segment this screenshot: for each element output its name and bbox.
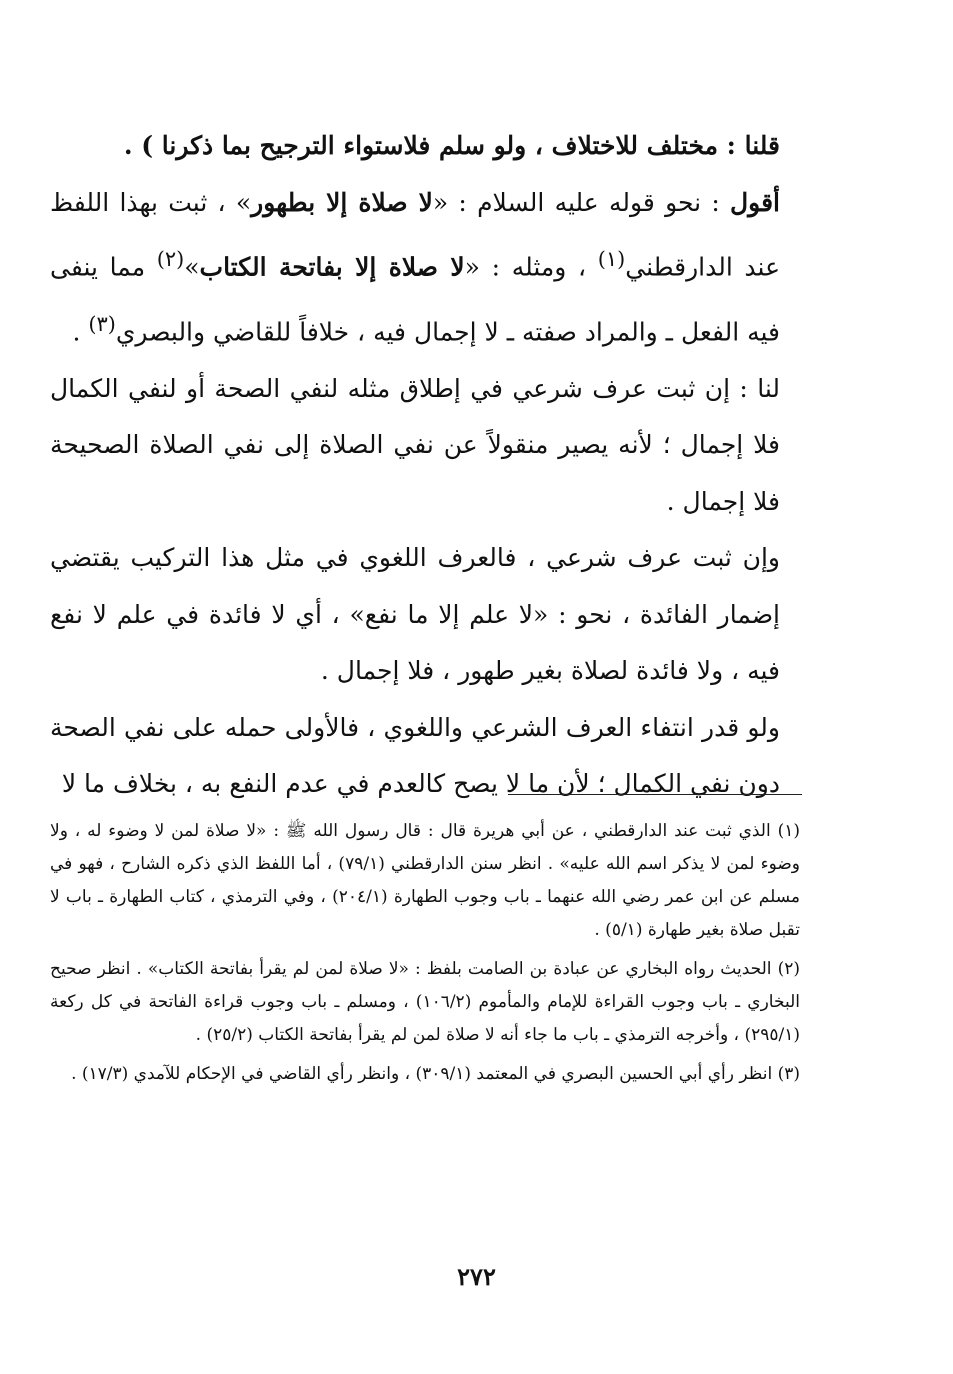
- bold-run: لا صلاة إلا بفاتحة الكتاب: [199, 252, 465, 282]
- footnotes: [50, 815, 800, 1097]
- paragraph: [50, 530, 780, 700]
- text-run: ولو قدر انتفاء العرف الشرعي واللغوي ، فالأولى حمله على نفي الصحة دون نفي الكمال ؛ لأن ما لا يصح كالعدم في عدم النفع به ، بخلاف ما لا: [50, 712, 780, 799]
- paragraph: [50, 700, 780, 813]
- text-run: » ، ثبت بهذا اللفظ عند الدارقطني: [50, 187, 781, 282]
- main-text: [50, 118, 780, 813]
- paragraph: [50, 175, 780, 361]
- bold-run: لا صلاة إلا بطهور: [251, 187, 433, 217]
- paragraph: [50, 118, 780, 175]
- paragraph: [50, 361, 780, 531]
- footnote-separator: [508, 794, 802, 795]
- footnote-3: (٣) انظر رأي أبي الحسين البصري في المعتمد (٣٠٩/١) ، وانظر رأي القاضي في الإحكام للآمدي (١٧/٣) .: [71, 1064, 800, 1084]
- bold-run: أقول: [730, 187, 780, 217]
- text-run: »: [184, 252, 200, 282]
- bold-run: قلنا : مختلف للاختلاف ، ولو سلم فلاستواء الترجيح بما ذكرنا ) .: [123, 131, 780, 160]
- text-run: وإن ثبت عرف شرعي ، فالعرف اللغوي في مثل هذا التركيب يقتضي إضمار الفائدة ، نحو : «لا علم إلا ما نفع» ، أي لا فائدة في علم لا نفع فيه ، ولا فائدة لصلاة بغير طهور ، فلا إجمال .: [50, 543, 780, 686]
- text-run: ، ومثله : «: [464, 252, 598, 282]
- text-run: : نحو قوله عليه السلام : «: [432, 187, 731, 217]
- text-run: .: [72, 317, 89, 347]
- footnote-ref: (١): [597, 247, 626, 271]
- footnote-ref: (٢): [156, 247, 185, 271]
- footnote-1: (١) الذي ثبت عند الدارقطني ، عن أبي هريرة قال : قال رسول الله ﷺ : «لا صلاة لمن لا وضوء له ، ولا وضوء لمن لا يذكر اسم الله عليه» . انظر سنن الدارقطني (٧٩/١) ، أما اللفظ الذي ذكره الشارح ، فهو في مسلم عن ابن عمر رضي الله عنهما ـ باب وجوب الطهارة (٢٠٤/١) ، وفي الترمذي ، كتاب الطهارة ـ باب لا تقبل صلاة بغير طهارة (٥/١) .: [50, 821, 800, 940]
- footnote-ref: (٣): [88, 311, 116, 336]
- text-run: لنا : إن ثبت عرف شرعي في إطلاق مثله لنفي الصحة أو لنفي الكمال فلا إجمال ؛ لأنه يصير منقولاً عن نفي الصلاة إلى نفي الصلاة الصحيحة فلا إجمال .: [50, 373, 780, 516]
- footnote-2: (٢) الحديث رواه البخاري عن عبادة بن الصامت بلفظ : «لا صلاة لمن لم يقرأ بفاتحة الكتاب» . انظر صحيح البخاري ـ باب وجوب القراءة للإمام والمأموم (١٠٦/٢) ، ومسلم ـ باب وجوب قراءة الفاتحة في كل ركعة (٢٩٥/١) ، وأخرجه الترمذي ـ باب ما جاء أنه لا صلاة لمن لم يقرأ بفاتحة الكتاب (٢٥/٢) .: [50, 959, 800, 1045]
- text-run: مما ينفى فيه الفعل ـ والمراد صفته ـ لا إجمال فيه ، خلافاً للقاضي والبصري: [50, 252, 780, 347]
- page-number: ٢٧٢: [457, 1262, 496, 1291]
